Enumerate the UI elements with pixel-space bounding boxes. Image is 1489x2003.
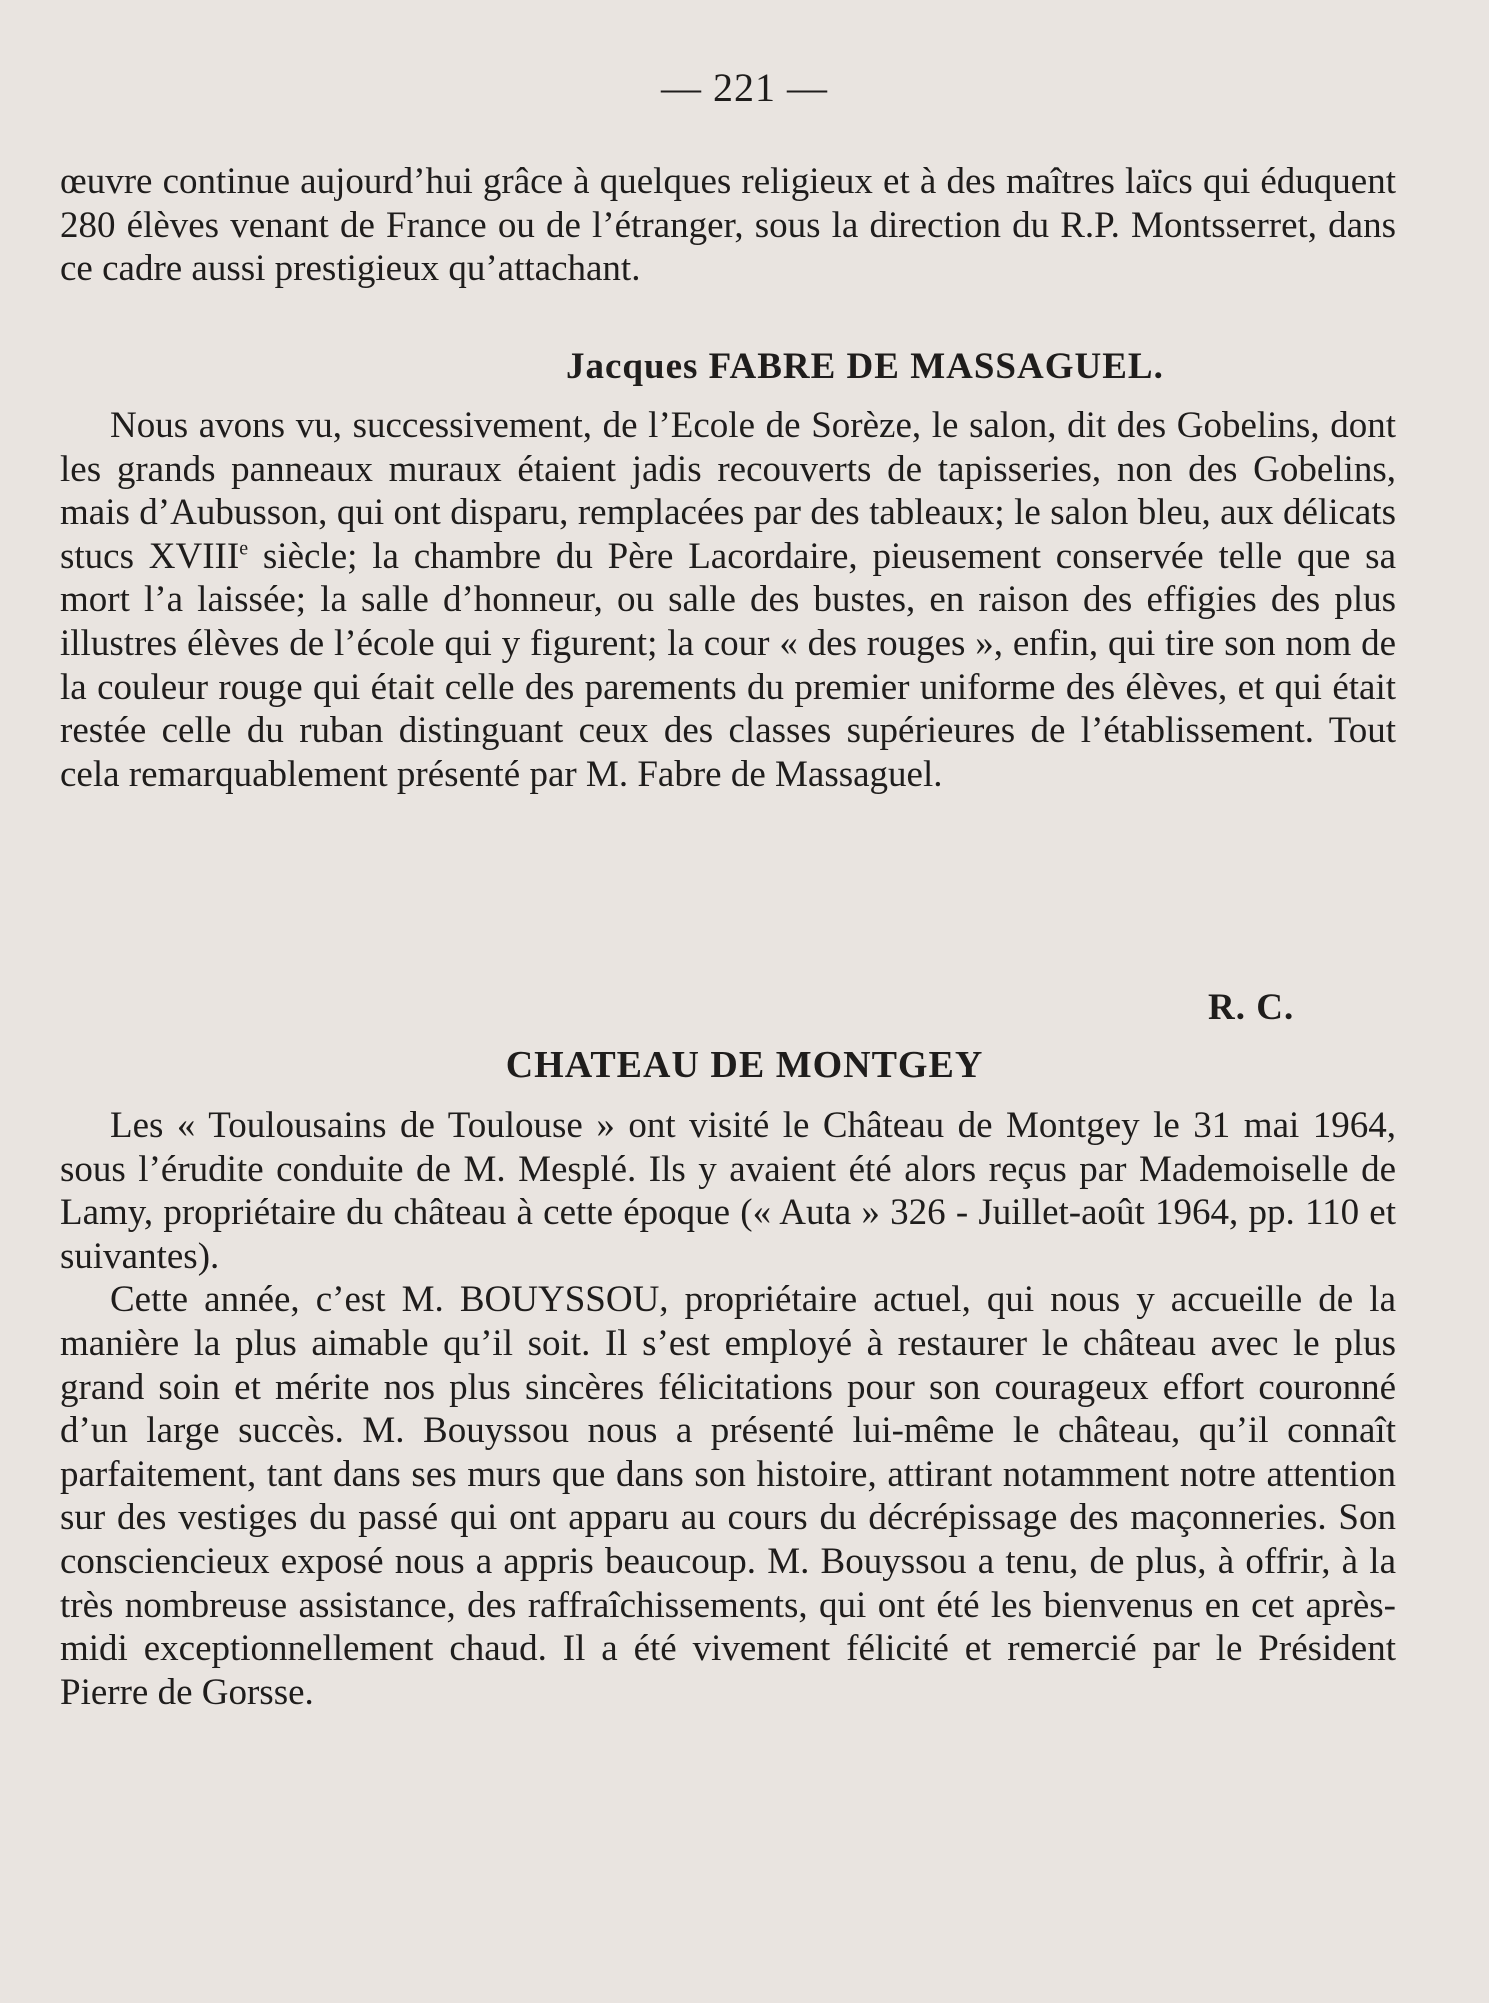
section-title-chateau: CHATEAU DE MONTGEY: [505, 1044, 984, 1086]
intro-paragraph-block: [60, 160, 1396, 291]
signature-fabre: Jacques FABRE DE MASSAGUEL.: [566, 346, 1164, 387]
visit-paragraph-start: Nous avons vu, successivement, de l’Ecole de Sorèze, le salon, dit des Gobelins, dont les grands panneaux muraux étaient jadis recouverts de tapisseries, non des Gobelins, mais d’Aubusson, qui ont disparu, remplacées par des tableaux; le salon bleu, aux délicats stucs XVIII: [60, 405, 1396, 577]
century-superscript: e: [239, 537, 249, 560]
intro-paragraph: œuvre continue aujourd’hui grâce à quelques religieux et à des maîtres laïcs qui éduquent 280 élèves venant de France ou de l’étranger, sous la direction du R.P. Montsserret, dans ce cadre aussi prestigieux qu’attachant.: [60, 161, 1396, 290]
page-number: — 221 —: [661, 65, 828, 110]
chateau-paragraph-2: Cette année, c’est M. BOUYSSOU, propriétaire actuel, qui nous y accueille de la manière la plus aimable qu’il soit. Il s’est employé à restaurer le château avec le plus grand soin et mérite nos plus sincères félicitations pour son courageux effort couronné d’un large succès. M. Bouyssou nous a présenté lui-même le château, qu’il connaît parfaitement, tant dans ses murs que dans son histoire, attirant notamment notre attention sur des vestiges du passé qui ont apparu au cours du décrépissage des maçonneries. Son consciencieux exposé nous a appris beaucoup. M. Bouyssou a tenu, de plus, à offrir, à la très nombreuse assistance, des raffraîchissements, qui ont été les bienvenus en cet après-midi exceptionnellement chaud. Il a été vivement félicité et remercié par le Président Pierre de Gorsse.: [60, 1279, 1396, 1713]
signature-rc: R. C.: [1208, 987, 1295, 1028]
chateau-paragraph-1: Les « Toulousains de Toulouse » ont visité le Château de Montgey le 31 mai 1964, sous l’érudite conduite de M. Mesplé. Ils y avaient été alors reçus par Mademoiselle de Lamy, propriétaire du château à cette époque (« Auta » 326 - Juillet-août 1964, pp. 110 et suivantes).: [60, 1105, 1396, 1277]
chateau-text-block: [60, 1104, 1396, 1714]
visit-paragraph: [60, 404, 1396, 796]
visit-paragraph-block: [60, 404, 1396, 796]
visit-paragraph-end: siècle; la chambre du Père Lacordaire, pieusement conservée telle que sa mort l’a laissée; la salle d’honneur, ou salle des bustes, en raison des effigies des plus illustres élèves de l’école qui y figurent; la cour « des rouges », enfin, qui tire son nom de la couleur rouge qui était celle des parements du premier uniforme des élèves, et qui était restée celle du ruban distinguant ceux des classes supérieures de l’établissement. Tout cela remarquablement présenté par M. Fabre de Massaguel.: [60, 535, 1396, 795]
